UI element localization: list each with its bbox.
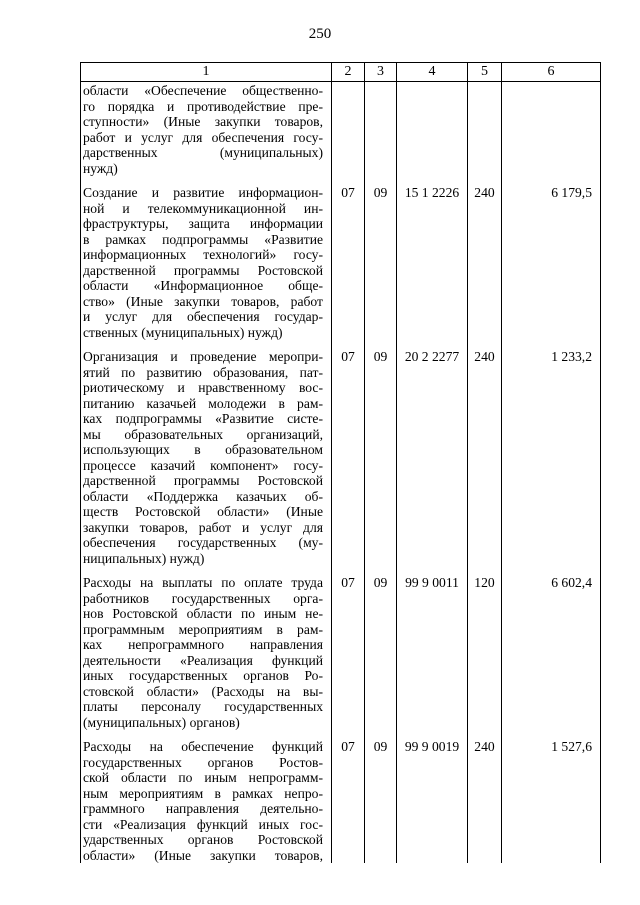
description-line: ударственных органов Ростовской [83,832,323,847]
description-line: ской области по иным непрограмм- [83,770,323,785]
row-description [81,176,332,340]
amount: 1 233,2 [502,340,601,566]
expense-type-code: 240 [468,176,502,340]
description-line: ственных (муниципальных) нужд) [83,324,283,340]
section-code: 07 [332,176,365,340]
description-line: ках подпрограммы «Развитие систе- [83,411,323,426]
description-line: использующих в образовательном [83,442,323,457]
row-description [81,730,332,863]
description-line: ществ Ростовской области» (Иные [83,504,323,519]
description-line: области «Информационное обще- [83,278,323,293]
description-line: области «Поддержка казачьих об- [83,488,323,504]
description-line: иных государственных органов Ро- [83,668,323,683]
header-cell-6: 6 [502,63,601,82]
description-line: деятельности «Реализация функций [83,652,323,668]
description-line: в рамках подпрограммы «Развитие [83,231,323,247]
description-line: (муниципальных) органов) [83,714,240,730]
description-line: граммного направления деятельно- [83,801,323,816]
target-article-code: 99 9 0011 [397,566,468,730]
section-code: 07 [332,340,365,566]
description-line: го порядка и противодействие пре- [83,98,323,114]
description-line: мы образовательных организаций, [83,426,323,442]
section-code: 07 [332,730,365,863]
description-line: ным мероприятиям в рамках непро- [83,785,323,801]
table-row [81,566,601,730]
description-line: Создание и развитие информацион- [83,185,323,200]
description-line: дарственной программы Ростовской [83,473,323,488]
subsection-code: 09 [365,730,397,863]
description-line: области «Обеспечение общественно- [83,83,323,98]
page-number: 250 [308,26,332,42]
target-article-code [397,82,468,177]
subsection-code [365,82,397,177]
section-code [332,82,365,177]
amount: 6 602,4 [502,566,601,730]
description-line: Расходы на выплаты по оплате труда [83,575,323,590]
target-article-code: 99 9 0019 [397,730,468,863]
target-article-code: 20 2 2277 [397,340,468,566]
table-body [81,82,601,864]
amount [502,82,601,177]
row-description [81,566,332,730]
description-line: процессе казачий компонент» госу- [83,457,323,473]
expense-type-code: 240 [468,340,502,566]
description-line: дарственной программы Ростовской [83,262,323,278]
description-line: работ и услуг для обеспечения госу- [83,129,323,145]
table-row [81,730,601,863]
header-cell-1: 1 [81,63,332,82]
description-line: информационных технологий» госу- [83,247,323,262]
amount: 1 527,6 [502,730,601,863]
description-line: фраструктуры, защита информации [83,216,323,231]
description-line: работников государственных орга- [83,590,323,606]
row-description [81,340,332,566]
table-row [81,340,601,566]
expense-type-code: 240 [468,730,502,863]
section-code: 07 [332,566,365,730]
header-row [81,63,601,82]
description-line: риотическому и нравственному вос- [83,380,323,395]
header-cell-3: 3 [365,63,397,82]
description-line: области» (Иные закупки товаров, [83,847,323,863]
subsection-code: 09 [365,340,397,566]
table-row [81,176,601,340]
description-line: нов Ростовской области по иным не- [83,606,323,621]
description-line: и услуг для обеспечения государ- [83,309,323,324]
target-article-code: 15 1 2226 [397,176,468,340]
description-line: ступности» (Иные закупки товаров, [83,114,323,129]
header-cell-4: 4 [397,63,468,82]
description-line: ках непрограммного направления [83,637,323,652]
budget-table [80,62,601,863]
description-line: нужд) [83,160,118,176]
subsection-code: 09 [365,176,397,340]
header-cell-5: 5 [468,63,502,82]
amount: 6 179,5 [502,176,601,340]
description-line: Организация и проведение меропри- [83,349,323,364]
description-line: стовской области» (Расходы на вы- [83,683,323,699]
description-line: программным мероприятиям в рам- [83,621,323,637]
description-line: обеспечения государственных (му- [83,535,323,550]
description-line: ство» (Иные закупки товаров, работ [83,293,323,309]
description-line: государственных органов Ростов- [83,754,323,770]
description-line: ятий по развитию образования, пат- [83,364,323,380]
description-line: ниципальных) нужд) [83,550,205,566]
description-line: ной и телекоммуникационной ин- [83,200,323,216]
header-cell-2: 2 [332,63,365,82]
description-line: Расходы на обеспечение функций [83,739,323,754]
table-row [81,82,601,177]
expense-type-code [468,82,502,177]
expense-type-code: 120 [468,566,502,730]
description-line: питанию казачьей молодежи в рам- [83,395,323,411]
row-description [81,82,332,177]
description-line: платы персоналу государственных [83,699,323,714]
subsection-code: 09 [365,566,397,730]
description-line: дарственных (муниципальных) [83,145,323,160]
description-line: закупки товаров, работ и услуг для [83,519,323,535]
description-line: сти «Реализация функций иных гос- [83,816,323,832]
